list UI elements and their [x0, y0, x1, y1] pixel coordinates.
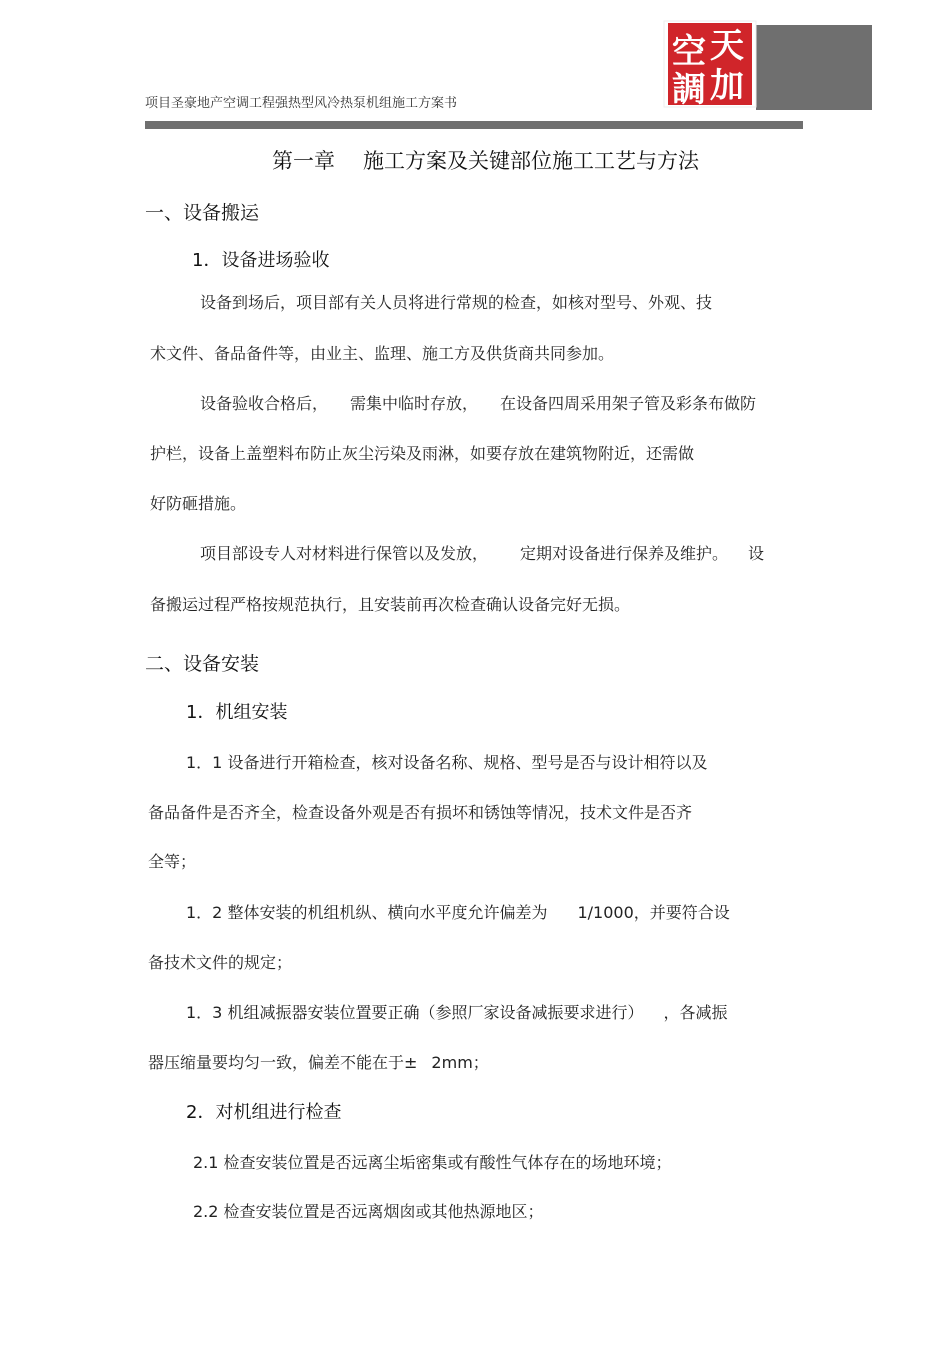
logo-char-1: 空: [672, 32, 706, 72]
paragraph-fragment: 项目部设专人对材料进行保管以及发放，: [200, 544, 489, 563]
paragraph-fragment: 1/1000，并要符合设: [577, 903, 730, 922]
paragraph-fragment: 器压缩量要均匀一致，偏差不能在于±: [148, 1053, 418, 1072]
paragraph-line: [186, 900, 730, 923]
subsection-heading-acceptance: 1．设备进场验收: [192, 250, 330, 271]
subsection-heading-unit-inspection: 2．对机组进行检查: [186, 1102, 342, 1123]
paragraph-fragment: 在设备四周采用架子管及彩条布做防: [500, 394, 757, 413]
paragraph-line: 全等；: [148, 852, 197, 871]
section-heading-equipment-installation: 二、设备安装: [145, 653, 260, 675]
paragraph-fragment: 定期对设备进行保养及维护。: [520, 544, 729, 563]
paragraph-line: 设备到场后，项目部有关人员将进行常规的检查，如核对型号、外观、技: [200, 293, 713, 312]
paragraph-line: [200, 541, 764, 564]
paragraph-fragment: 1．2 整体安装的机组机纵、横向水平度允许偏差为: [186, 903, 548, 922]
paragraph-fragment: 1．3 机组减振器安装位置要正确（参照厂家设备减振要求进行）: [186, 1003, 644, 1022]
paragraph-line: 2.1 检查安装位置是否远离尘垢密集或有酸性气体存在的场地环境；: [193, 1153, 672, 1172]
paragraph-line: [200, 391, 756, 414]
logo-char-2: 天: [710, 26, 744, 66]
chapter-name: 施工方案及关键部位施工工艺与方法: [363, 149, 699, 173]
paragraph-fragment: 2mm；: [431, 1053, 489, 1072]
section-heading-equipment-transport: 一、设备搬运: [145, 202, 260, 224]
paragraph-fragment: 设备验收合格后，: [200, 394, 329, 413]
paragraph-line: 术文件、备品备件等，由业主、监理、施工方及供货商共同参加。: [150, 344, 615, 363]
header-divider-bar: [145, 121, 803, 129]
paragraph-line: 备技术文件的规定；: [148, 953, 293, 972]
paragraph-line: [186, 1000, 727, 1023]
paragraph-line: 1．1 设备进行开箱检查，核对设备名称、规格、型号是否与设计相符以及: [186, 753, 708, 772]
logo-gray-block: [756, 25, 872, 110]
chapter-number: 第一章: [272, 149, 335, 173]
paragraph-line: 备搬运过程严格按规范执行，且安装前再次检查确认设备完好无损。: [150, 595, 631, 614]
paragraph-line: 2.2 检查安装位置是否远离烟囱或其他热源地区；: [193, 1202, 544, 1221]
paragraph-line: 好防砸措施。: [150, 494, 247, 513]
document-header-title: 项目圣豪地产空调工程强热型风冷热泵机组施工方案书: [145, 96, 458, 111]
chapter-title: [272, 145, 699, 175]
paragraph-fragment: ，各减振: [663, 1003, 728, 1022]
logo-char-4: 加: [710, 66, 744, 106]
paragraph-fragment: 设: [748, 544, 765, 563]
subsection-heading-unit-installation: 1．机组安装: [186, 702, 288, 723]
paragraph-line: 备品备件是否齐全，检查设备外观是否有损坏和锈蚀等情况，技术文件是否齐: [148, 803, 693, 822]
paragraph-fragment: 需集中临时存放，: [350, 394, 479, 413]
paragraph-line: 护栏，设备上盖塑料布防止灰尘污染及雨淋，如要存放在建筑物附近，还需做: [150, 444, 695, 463]
paragraph-line: [148, 1050, 489, 1073]
logo-char-3: 調: [672, 70, 706, 110]
company-logo: [656, 17, 872, 110]
